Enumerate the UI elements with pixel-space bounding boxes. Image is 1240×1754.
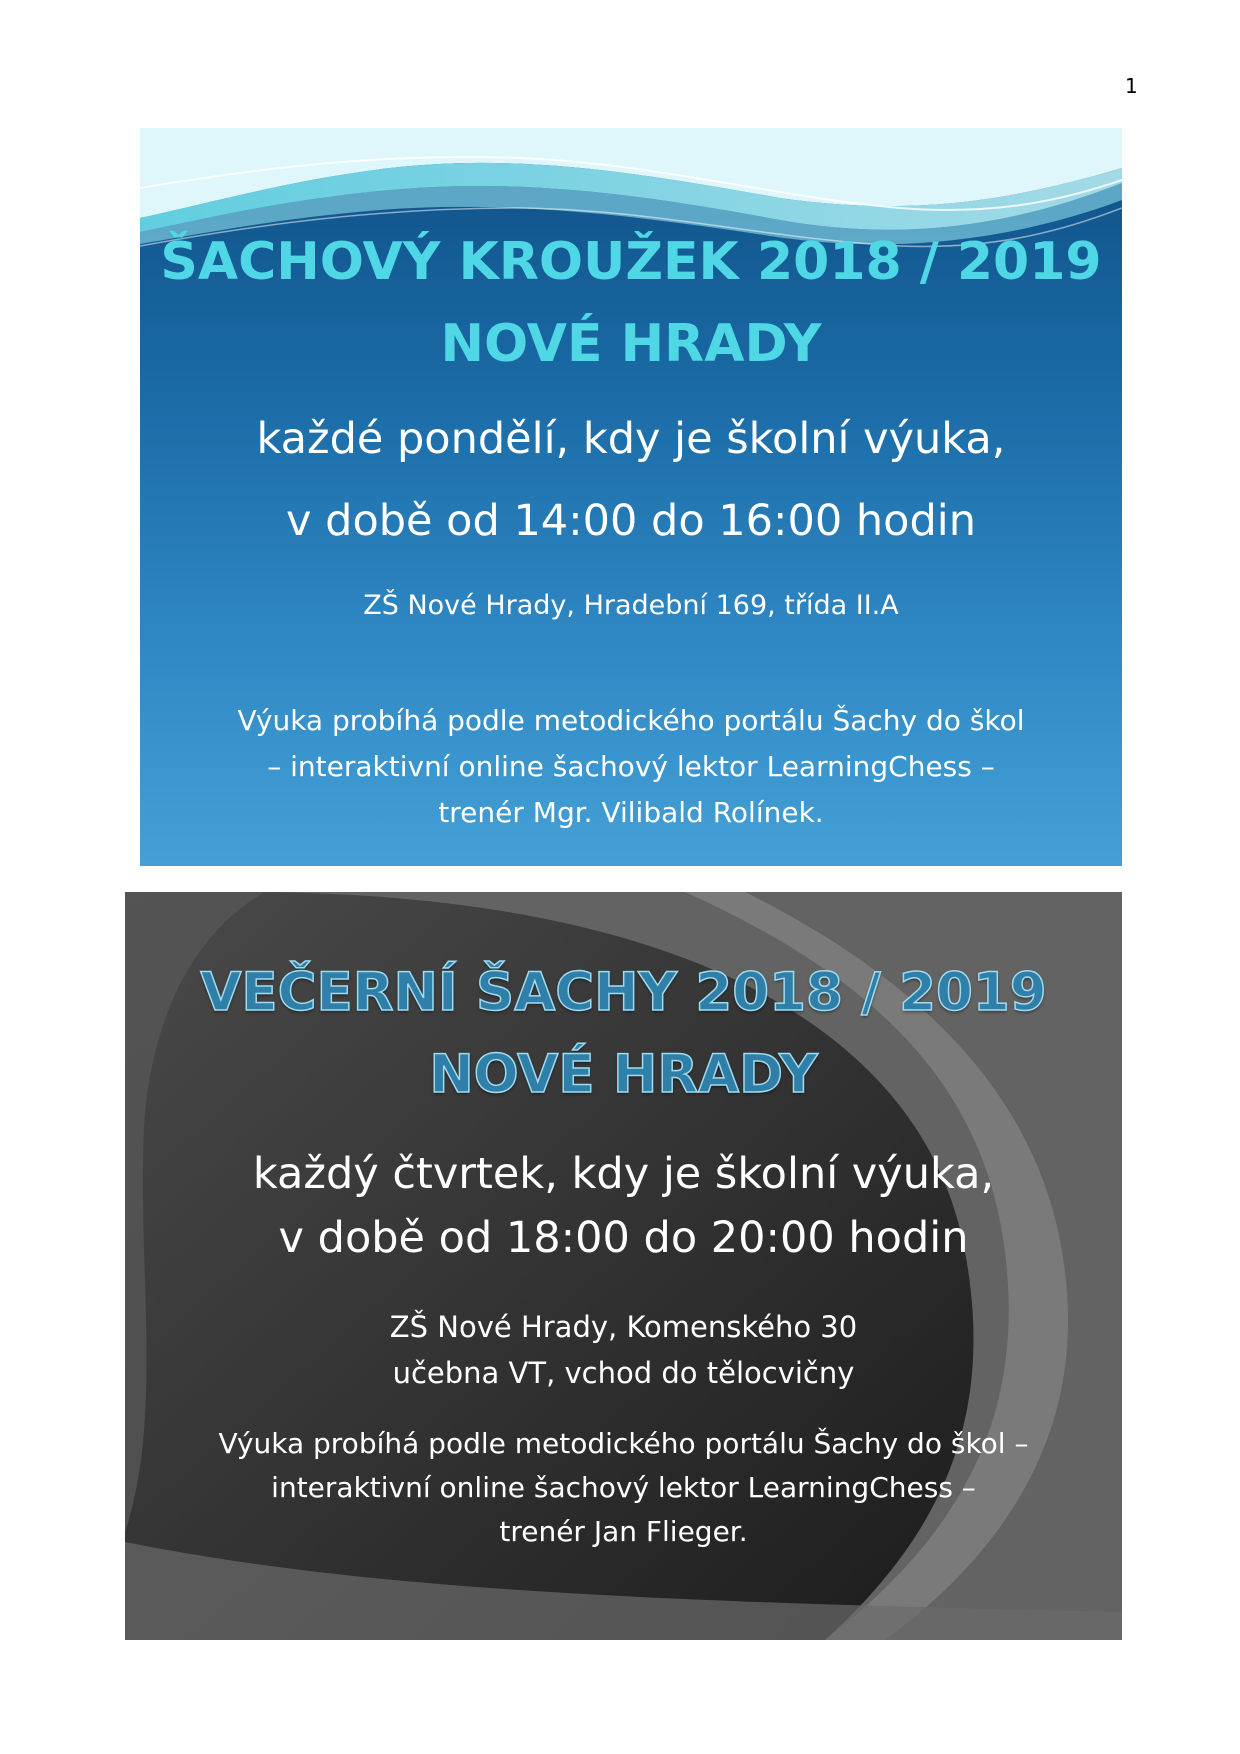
slide2-schedule (125, 1142, 1122, 1270)
page-number: 1 (1125, 74, 1138, 98)
slide2-location (125, 1304, 1122, 1396)
description-line: Výuka probíhá podle metodického portálu Šachy do škol – (218, 1427, 1029, 1460)
title-line: ŠACHOVÝ KROUŽEK 2018 / 2019 (160, 232, 1102, 292)
title-line: NOVÉ HRADY (440, 314, 822, 374)
schedule-line: každé pondělí, kdy je školní výuka, (256, 414, 1006, 464)
slide-evening-chess (125, 892, 1122, 1640)
description-line: interaktivní online šachový lektor LearningChess – (271, 1471, 976, 1504)
location-line: ZŠ Nové Hrady, Komenského 30 (389, 1310, 858, 1344)
schedule-line: v době od 18:00 do 20:00 hodin (278, 1213, 969, 1263)
slide1-title (140, 221, 1122, 385)
description-line: trenér Mgr. Vilibald Rolínek. (438, 796, 824, 829)
slide2-description (125, 1422, 1122, 1554)
slide1-description (140, 698, 1122, 836)
schedule-line: v době od 14:00 do 16:00 hodin (286, 496, 976, 546)
location-line: učebna VT, vchod do tělocvičny (392, 1356, 855, 1390)
title-line: NOVÉ HRADY (429, 1044, 818, 1105)
slide1-schedule (140, 398, 1122, 562)
schedule-line: každý čtvrtek, kdy je školní výuka, (252, 1149, 995, 1199)
description-line: Výuka probíhá podle metodického portálu Šachy do škol (237, 704, 1025, 737)
slide-chess-club (140, 128, 1122, 866)
slide2-title (125, 952, 1122, 1116)
slide1-location: ZŠ Nové Hrady, Hradební 169, třída II.A (363, 590, 899, 621)
title-line: VEČERNÍ ŠACHY 2018 / 2019 (200, 962, 1047, 1023)
description-line: – interaktivní online šachový lektor LearningChess – (267, 750, 995, 783)
description-line: trenér Jan Flieger. (499, 1515, 748, 1548)
